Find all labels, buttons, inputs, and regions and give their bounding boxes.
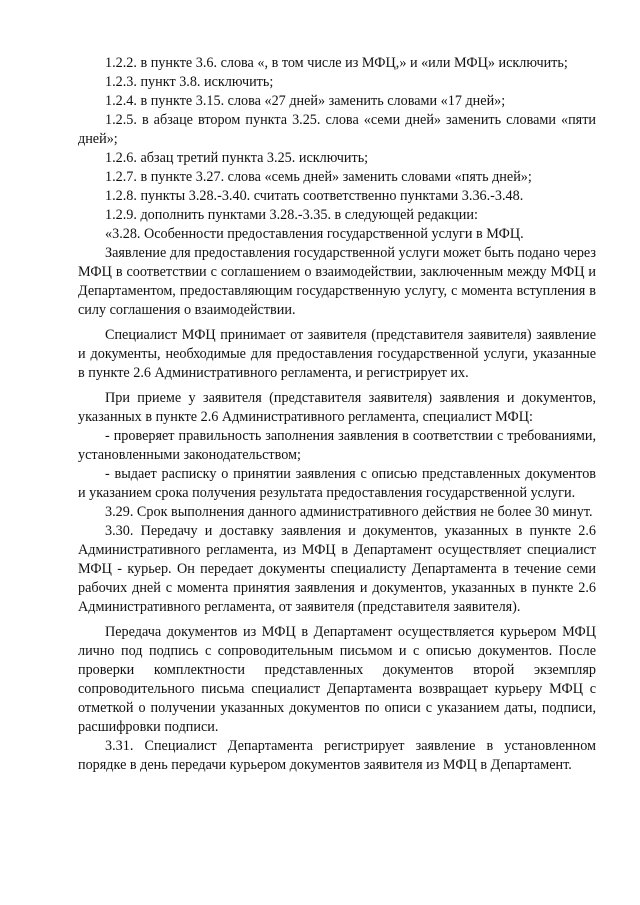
section-heading-3-28: «3.28. Особенности предоставления государственной услуги в МФЦ.	[105, 226, 524, 242]
paragraph-upon-receipt: При приеме у заявителя (представителя заявителя) заявления и документов, указанных в пункте 2.6 Административного регламента, специалист МФЦ:	[78, 390, 596, 425]
paragraph-3-31: 3.31. Специалист Департамента регистрирует заявление в установленном порядке в день передачи курьером документов заявителя из МФЦ в Департамент.	[78, 738, 596, 773]
paragraph-1-2-9: 1.2.9. дополнить пунктами 3.28.-3.35. в следующей редакции:	[105, 207, 478, 223]
paragraph-1-2-7: 1.2.7. в пункте 3.27. слова «семь дней» заменить словами «пять дней»;	[105, 169, 532, 185]
paragraph-1-2-4: 1.2.4. в пункте 3.15. слова «27 дней» заменить словами «17 дней»;	[105, 93, 506, 109]
paragraph-1-2-6: 1.2.6. абзац третий пункта 3.25. исключить;	[105, 150, 369, 166]
list-item-issues-receipt: - выдает расписку о принятии заявления с описью представленных документов и указанием срока получения результата предоставления государственной услуги.	[78, 466, 596, 501]
paragraph-1-2-8: 1.2.8. пункты 3.28.-3.40. считать соответственно пунктами 3.36.-3.48.	[105, 188, 524, 204]
paragraph-1-2-5: 1.2.5. в абзаце втором пункта 3.25. слова «семи дней» заменить словами «пяти дней»;	[78, 112, 596, 147]
paragraph-specialist-accepts: Специалист МФЦ принимает от заявителя (представителя заявителя) заявление и документы, необходимые для предоставления государственной услуги, указанные в пункте 2.6 Административного регламента, и регистрирует их.	[78, 327, 596, 381]
paragraph-3-30: 3.30. Передачу и доставку заявления и документов, указанных в пункте 2.6 Административного регламента, из МФЦ в Департамент осуществляет специалист МФЦ - курьер. Он передает документы специалисту Департамента в течение семи рабочих дней с момента принятия заявления и документов, указанных в пункте 2.6 Административного регламента, от заявителя (представителя заявителя).	[78, 523, 596, 615]
paragraph-1-2-2: 1.2.2. в пункте 3.6. слова «, в том числе из МФЦ,» и «или МФЦ» исключить;	[105, 55, 568, 71]
paragraph-1-2-3: 1.2.3. пункт 3.8. исключить;	[105, 74, 274, 90]
paragraph-3-29: 3.29. Срок выполнения данного административного действия не более 30 минут.	[105, 504, 593, 520]
list-item-checks: - проверяет правильность заполнения заявления в соответствии с требованиями, установленными законодательством;	[78, 428, 596, 463]
paragraph-courier-transfer: Передача документов из МФЦ в Департамент осуществляется курьером МФЦ лично под подпись с сопроводительным письмом и с описью документов. После проверки комплектности представленных документов второй экземпляр сопроводительного письма специалист Департамента возвращает курьеру МФЦ с отметкой о получении указанных документов по описи с указанием даты, подписи, расшифровки подписи.	[78, 624, 596, 735]
paragraph-mfc-submission: Заявление для предоставления государственной услуги может быть подано через МФЦ в соответствии с соглашением о взаимодействии, заключенным между МФЦ и Департаментом, предоставляющим государственную услугу, с момента вступления в силу соглашения о взаимодействии.	[78, 245, 596, 318]
